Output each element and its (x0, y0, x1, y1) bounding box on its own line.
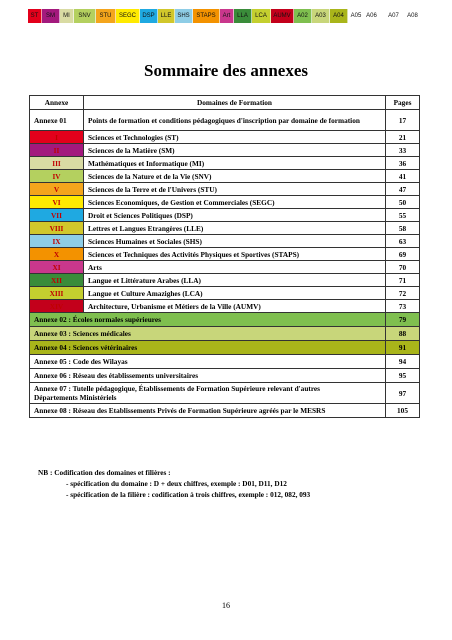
nb-line-domain: - spécification du domaine : D + deux chiffres, exemple : D01, D11, D12 (66, 479, 287, 488)
tab-lla[interactable]: LLA (234, 9, 252, 23)
annex01-page: 17 (386, 110, 420, 131)
domain-name: Sciences de la Nature et de la Vie (SNV) (84, 170, 386, 183)
tab-mi[interactable]: MI (60, 9, 74, 23)
domain-name: Sciences de la Matière (SM) (84, 144, 386, 157)
tab-snv[interactable]: SNV (74, 9, 96, 23)
domain-number: II (30, 144, 84, 157)
page-number: 16 (222, 601, 230, 610)
domain-number: V (30, 183, 84, 196)
tab-a04[interactable]: A04 (330, 9, 348, 23)
annex-page: 94 (386, 355, 420, 369)
domain-number: XII (30, 274, 84, 287)
domain-number: III (30, 157, 84, 170)
domain-page: 21 (386, 131, 420, 144)
domain-row (30, 196, 420, 209)
domain-page: 70 (386, 261, 420, 274)
header-annexe: Annexe (30, 96, 84, 110)
domain-row (30, 287, 420, 300)
domain-row (30, 209, 420, 222)
domain-row (30, 222, 420, 235)
domain-name: Sciences et Techniques des Activités Physiques et Sportives (STAPS) (84, 248, 386, 261)
domain-row (30, 170, 420, 183)
annex-title: Annexe 02 : Écoles normales supérieures (30, 313, 386, 327)
page-title: Sommaire des annexes (143, 61, 308, 80)
nb-note (38, 467, 310, 500)
domain-number: VI (30, 196, 84, 209)
domain-row (30, 131, 420, 144)
domain-page: 36 (386, 157, 420, 170)
domain-page: 71 (386, 274, 420, 287)
annex-page: 79 (386, 313, 420, 327)
domain-row (30, 144, 420, 157)
annex-title: Annexe 08 : Réseau des Etablissements Privés de Formation Supérieure agréés par le MESRS (30, 404, 386, 418)
domain-page: 63 (386, 235, 420, 248)
annex-row (30, 313, 420, 327)
annex-row (30, 355, 420, 369)
domain-number: X (30, 248, 84, 261)
annex-title: Annexe 06 : Réseau des établissements universitaires (30, 369, 386, 383)
annex-row (30, 327, 420, 341)
annex-title: Annexe 04 : Sciences vétérinaires (30, 341, 386, 355)
annex-row (30, 341, 420, 355)
tab-a08[interactable]: A08 (404, 9, 422, 23)
domain-row (30, 157, 420, 170)
tab-sm[interactable]: SM (42, 9, 60, 23)
domain-number: XIII (30, 287, 84, 300)
tab-staps[interactable]: STAPS (193, 9, 220, 23)
table-header-row (30, 96, 420, 110)
domain-page: 73 (386, 300, 420, 313)
domain-name: Arts (84, 261, 386, 274)
tab-a06[interactable]: A06 (365, 9, 379, 23)
domain-row (30, 300, 420, 313)
domain-name: Sciences et Technologies (ST) (84, 131, 386, 144)
tab-shs[interactable]: SHS (175, 9, 193, 23)
domain-page: 58 (386, 222, 420, 235)
domain-page: 41 (386, 170, 420, 183)
domain-name: Sciences Economiques, de Gestion et Commerciales (SEGC) (84, 196, 386, 209)
domain-row (30, 248, 420, 261)
domain-name: Langue et Culture Amazighes (LCA) (84, 287, 386, 300)
domain-name: Sciences Humaines et Sociales (SHS) (84, 235, 386, 248)
tab-stu[interactable]: STU (96, 9, 116, 23)
domain-page: 69 (386, 248, 420, 261)
domain-page: 50 (386, 196, 420, 209)
domain-name: Droit et Sciences Politiques (DSP) (84, 209, 386, 222)
nb-title: NB : Codification des domaines et filières : (38, 468, 171, 477)
annex-row (30, 383, 420, 404)
tab-art[interactable]: Art (220, 9, 234, 23)
domain-number: XIV (30, 300, 84, 313)
domain-name: Lettres et Langues Etrangères (LLE) (84, 222, 386, 235)
domain-row (30, 274, 420, 287)
header-pages: Pages (386, 96, 420, 110)
domain-name: Langue et Littérature Arabes (LLA) (84, 274, 386, 287)
domain-number: XI (30, 261, 84, 274)
tab-a03[interactable]: A03 (312, 9, 330, 23)
annex-page: 88 (386, 327, 420, 341)
annex-page: 97 (386, 383, 420, 404)
table-row-annex01 (30, 110, 420, 131)
annex01-text: Points de formation et conditions pédagogiques d'inscription par domaine de formation (84, 110, 386, 131)
domain-row (30, 183, 420, 196)
tab-a05[interactable]: A05 (348, 9, 365, 23)
tab-a02[interactable]: A02 (294, 9, 312, 23)
domain-number: IX (30, 235, 84, 248)
annex01-label: Annexe 01 (30, 110, 84, 131)
annex-page: 91 (386, 341, 420, 355)
domain-page: 55 (386, 209, 420, 222)
domain-page: 33 (386, 144, 420, 157)
annex-page: 105 (386, 404, 420, 418)
annex-title: Annexe 05 : Code des Wilayas (30, 355, 386, 369)
domain-page: 72 (386, 287, 420, 300)
domain-row (30, 261, 420, 274)
annex-page: 95 (386, 369, 420, 383)
tab-segc[interactable]: SEGC (116, 9, 140, 23)
domain-tab-bar (28, 9, 422, 23)
domain-page: 47 (386, 183, 420, 196)
nb-line-filiere: - spécification de la filière : codification à trois chiffres, exemple : 012, 082, 093 (66, 490, 311, 499)
domain-name: Sciences de la Terre et de l'Univers (STU) (84, 183, 386, 196)
annex-title: Annexe 03 : Sciences médicales (30, 327, 386, 341)
domain-name: Mathématiques et Informatique (MI) (84, 157, 386, 170)
tab-aumv[interactable]: AUMV (271, 9, 294, 23)
tab-lle[interactable]: LLE (158, 9, 175, 23)
tab-lca[interactable]: LCA (252, 9, 271, 23)
tab-st[interactable]: ST (28, 9, 42, 23)
domain-number: VII (30, 209, 84, 222)
domain-number: I (30, 131, 84, 144)
domain-number: IV (30, 170, 84, 183)
domain-row (30, 235, 420, 248)
annex-row (30, 404, 420, 418)
annex-title: Annexe 07 : Tutelle pédagogique, Établissements de Formation Supérieure relevant d'autres Départements Ministériels (30, 383, 386, 404)
header-domaines: Domaines de Formation (84, 96, 386, 110)
tab-dsp[interactable]: DSP (140, 9, 158, 23)
domain-number: VIII (30, 222, 84, 235)
annex-summary-table (29, 95, 420, 418)
annex-row (30, 369, 420, 383)
domain-name: Architecture, Urbanisme et Métiers de la Ville (AUMV) (84, 300, 386, 313)
tab-a07[interactable]: A07 (384, 9, 404, 23)
